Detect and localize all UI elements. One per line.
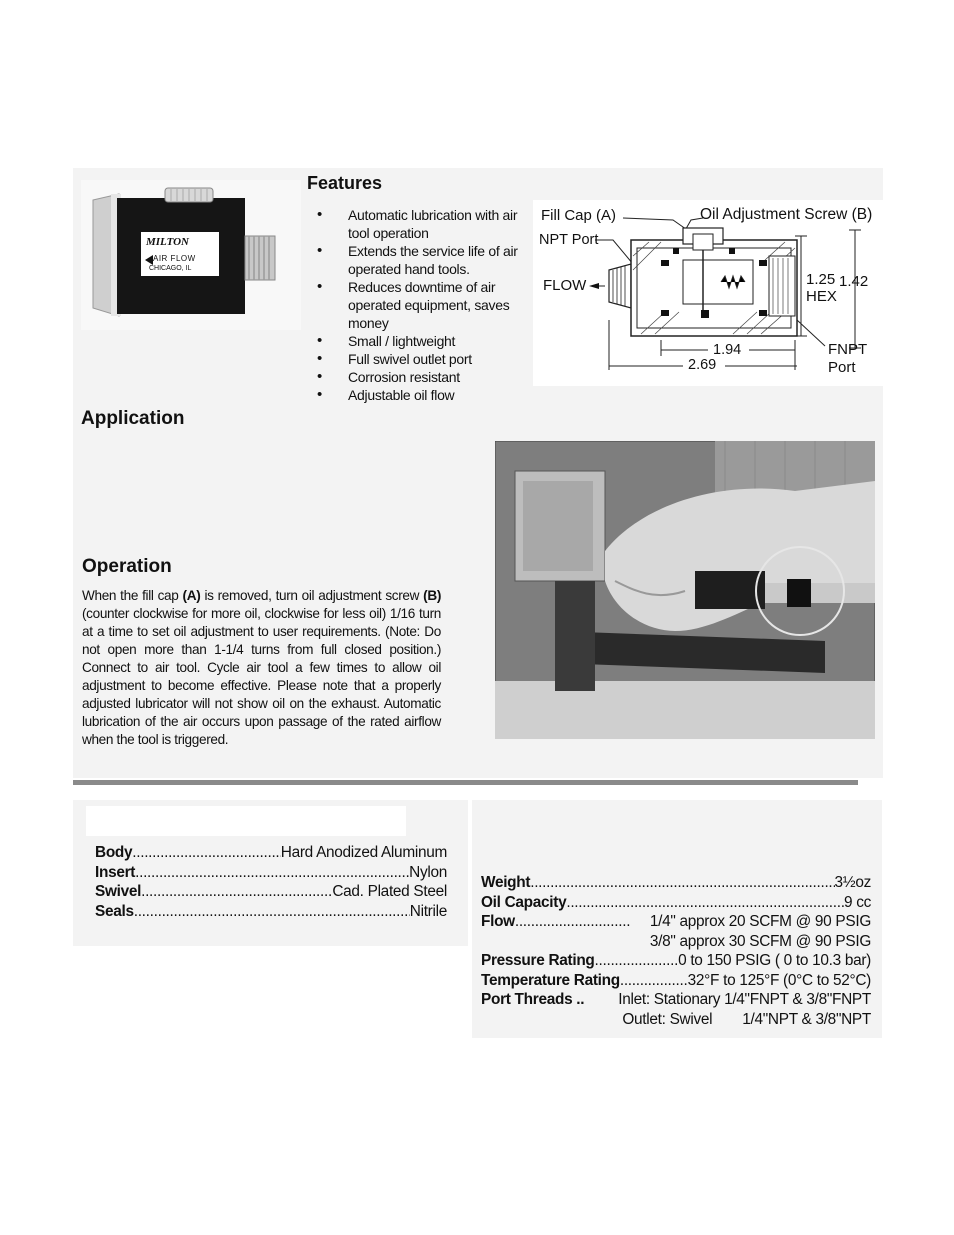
product-brand: MILTON [146, 236, 189, 248]
material-value: Nitrile [409, 902, 447, 920]
port-label: Port [828, 359, 856, 376]
fill-cap-ref: (A) [182, 588, 201, 603]
material-value: Hard Anodized Aluminum [280, 844, 447, 861]
spec-key: Port Threads .. [481, 991, 585, 1008]
oil-adjustment-label: Oil Adjustment Screw (B) [700, 206, 873, 223]
spec-weight [481, 873, 871, 893]
features-heading: Features [307, 173, 383, 193]
specifications-list [481, 873, 871, 1029]
features-list [310, 206, 530, 404]
spec-key: Oil Capacity [481, 893, 567, 911]
spec-value: Outlet: Swivel [622, 1010, 713, 1028]
spec-port-threads-2 [481, 1010, 871, 1030]
hex-label: HEX [806, 288, 837, 305]
spec-temperature [481, 971, 871, 991]
spec-value: Inlet: Stationary 1/4"FNPT & 3/8"FNPT [618, 991, 871, 1008]
feature-item: • Corrosion resistant [310, 368, 530, 386]
feature-item: • Full swivel outlet port [310, 350, 530, 368]
dimension-1-94: 1.94 [713, 342, 742, 358]
operation-heading: Operation [82, 556, 172, 577]
spec-pressure [481, 951, 871, 971]
npt-port-label: NPT Port [539, 232, 599, 248]
usage-photo [495, 441, 875, 739]
spec-flow-2 [481, 932, 871, 952]
flow-label: FLOW [543, 277, 587, 294]
spec-oil-capacity [481, 893, 871, 913]
application-heading: Application [81, 408, 185, 429]
operation-text-1: When the fill cap [82, 588, 183, 603]
material-row [95, 843, 447, 863]
spec-value: 32°F to 125°F (0°C to 52°C) [687, 971, 871, 989]
dimension-1-25: 1.25 [806, 271, 836, 288]
material-row [95, 863, 447, 883]
spec-value: 1/4" approx 20 SCFM @ 90 PSIG [649, 913, 871, 930]
material-value: Cad. Plated Steel [332, 883, 447, 900]
material-value: Nylon [409, 863, 447, 881]
material-key: Seals [95, 902, 134, 920]
operation-text-3: (counter clockwise for more oil, clockwise for less oil) 1/16 turn at a time to set oil adjustment to user requirements. (Note: Do not open more than 1-1/4 turns from full closed position.) Connect to air tool. Cycle air tool a few times to allow oil adjustment to become effective. Please note that a properly adjusted lubricator will not show oil on the exhaust. Automatic lubrication of the air occurs upon passage of the rated airflow when the tool is triggered. [82, 606, 441, 747]
material-key: Insert [95, 863, 136, 881]
screw-ref: (B) [423, 588, 441, 603]
spec-key: Weight [481, 874, 531, 891]
operation-text [82, 587, 441, 749]
product-label: AIR FLOW [153, 254, 196, 263]
lower-left-title-bar [86, 806, 406, 836]
operation-text-2: is removed, turn oil adjustment screw [200, 588, 424, 603]
material-row [95, 902, 447, 922]
fill-cap-label: Fill Cap (A) [541, 207, 617, 224]
spec-value: 3½oz [834, 874, 871, 891]
feature-item: • Automatic lubrication with air tool operation [310, 206, 530, 242]
section-divider [73, 780, 858, 785]
spec-value: 1/4"NPT & 3/8"NPT [742, 1010, 871, 1028]
spec-value: 3/8" approx 30 SCFM @ 90 PSIG [649, 932, 871, 950]
spec-flow [481, 912, 871, 932]
spec-key: Temperature Rating [481, 971, 620, 989]
material-key: Swivel [95, 883, 142, 900]
spec-value: 9 cc [843, 893, 871, 911]
material-key: Body [95, 844, 133, 861]
spec-value: 0 to 150 PSIG ( 0 to 10.3 bar) [678, 952, 871, 969]
spec-key: Flow [481, 913, 515, 930]
fnpt-label: FNPT [828, 341, 868, 358]
feature-item: • Small / lightweight [310, 332, 530, 350]
feature-item: • Extends the service life of air operated hand tools. [310, 242, 530, 278]
product-city: CHICAGO, IL [149, 265, 192, 272]
feature-item: • Reduces downtime of air operated equipment, saves money [310, 278, 530, 332]
spec-port-threads [481, 990, 871, 1010]
material-row [95, 882, 447, 902]
dimension-1-42: 1.42 [839, 273, 869, 290]
dimension-2-69: 2.69 [688, 357, 717, 373]
spec-key: Pressure Rating [481, 952, 595, 969]
feature-item: • Adjustable oil flow [310, 386, 530, 404]
materials-list [95, 843, 447, 921]
